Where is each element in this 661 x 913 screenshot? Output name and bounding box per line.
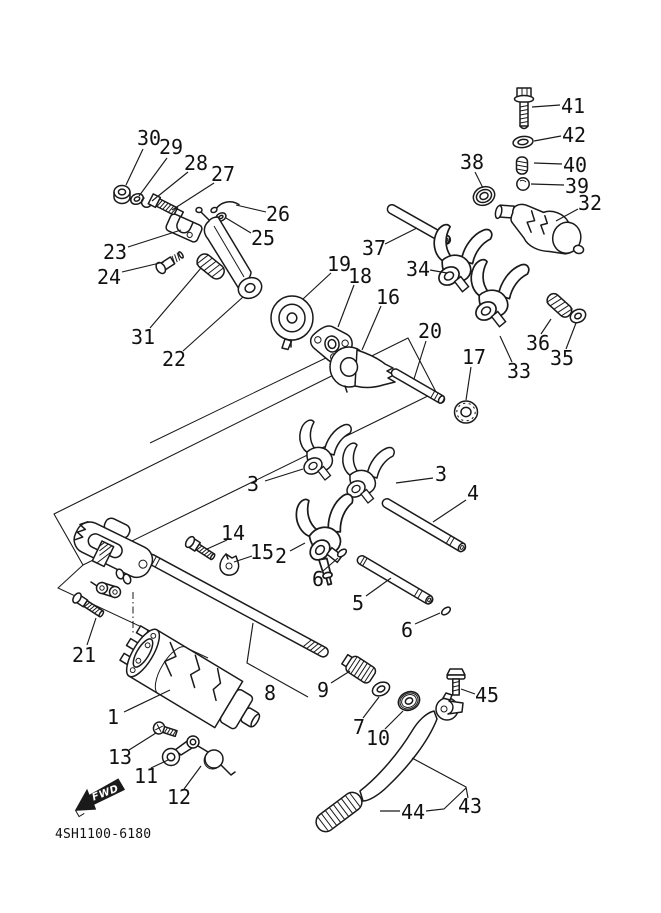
part-code: 4SH1100-6180 (55, 827, 152, 842)
callout-leader-5 (366, 578, 391, 596)
shift-fork-33-drawing (471, 260, 529, 327)
spring-36-drawing (545, 291, 575, 319)
callout-label-21: 21 (71, 643, 97, 667)
callout-leader-23 (128, 230, 181, 247)
bushing-10-drawing (395, 688, 423, 714)
ball-39-drawing (517, 178, 529, 190)
bolt-14-drawing (184, 535, 217, 562)
callout-label-10: 10 (365, 726, 391, 750)
keeper-15-drawing (220, 554, 239, 575)
callout-label-3: 3 (434, 462, 448, 486)
callout-label-16: 16 (375, 285, 401, 309)
callout-label-19: 19 (326, 252, 352, 276)
spring-12-drawing (198, 746, 235, 775)
callout-leader-37 (385, 228, 417, 244)
shift-fork-3b-drawing (343, 443, 394, 503)
callout-label-3: 3 (246, 472, 260, 496)
callout-leader-9 (331, 671, 350, 683)
callout-leader-39 (531, 184, 564, 185)
callout-leader-16 (362, 306, 381, 350)
callout-leader-38 (475, 172, 483, 188)
callout-leader-19 (303, 273, 331, 299)
washer-42-drawing (512, 135, 533, 149)
callout-label-41: 41 (560, 94, 586, 118)
callout-label-17: 17 (461, 345, 487, 369)
callout-leader-26 (236, 205, 266, 212)
callout-label-42: 42 (561, 123, 587, 147)
joint-23-drawing (165, 213, 203, 243)
callout-label-40: 40 (562, 153, 588, 177)
callout-label-25: 25 (250, 226, 276, 250)
callout-label-31: 31 (130, 325, 156, 349)
callout-label-5: 5 (351, 591, 365, 615)
callout-label-20: 20 (417, 319, 443, 343)
callout-label-4: 4 (466, 481, 480, 505)
callout-label-35: 35 (549, 346, 575, 370)
callout-label-22: 22 (161, 347, 187, 371)
nut-30-drawing (114, 186, 130, 204)
washer-7-drawing (370, 679, 392, 698)
callout-leader-3 (396, 478, 433, 483)
callout-label-32: 32 (577, 191, 603, 215)
callout-label-12: 12 (166, 785, 192, 809)
callout-leader-21 (87, 618, 96, 645)
callout-label-26: 26 (265, 202, 291, 226)
shift-cam-drawing (114, 621, 272, 745)
callout-label-34: 34 (405, 257, 431, 281)
callout-label-14: 14 (220, 521, 246, 545)
callout-label-6: 6 (400, 618, 414, 642)
callout-label-1: 1 (106, 705, 120, 729)
spring-40-drawing (517, 157, 528, 174)
callout-leader-43 (412, 758, 468, 798)
callout-label-18: 18 (347, 264, 373, 288)
callout-label-9: 9 (316, 678, 330, 702)
callout-label-37: 37 (361, 236, 387, 260)
pin-6b-drawing (440, 606, 451, 617)
callout-label-28: 28 (183, 151, 209, 175)
callout-leader-40 (534, 163, 562, 164)
callout-leader-28 (152, 172, 188, 201)
callout-leader-41 (532, 105, 560, 107)
bolt-41-drawing (515, 88, 534, 129)
shift-shaft-drawing (69, 507, 329, 659)
callout-leader-22 (183, 297, 243, 351)
callout-leader-25 (226, 218, 251, 233)
rod-5-drawing (356, 554, 435, 605)
stopper-lever-11-drawing (163, 736, 200, 766)
fwd-arrow-icon (70, 777, 127, 817)
callout-leader-7 (363, 697, 379, 718)
callout-leader-17 (466, 367, 471, 400)
callout-leader-45 (461, 689, 475, 694)
callout-leader-27 (172, 183, 214, 210)
callout-leader-6 (415, 613, 440, 624)
callout-label-13: 13 (107, 745, 133, 769)
callout-label-30: 30 (136, 126, 162, 150)
callout-leader-2 (290, 543, 305, 551)
bolt-24-drawing (154, 249, 185, 275)
callout-label-27: 27 (210, 162, 236, 186)
callout-leader-31 (150, 268, 201, 328)
bolt-21-drawing (71, 592, 105, 620)
bolt-45-drawing (447, 669, 465, 695)
fwd-arrow-label: FWD (90, 783, 121, 804)
callout-leader-29 (139, 158, 167, 196)
callout-label-33: 33 (506, 359, 532, 383)
callout-leader-4 (433, 500, 466, 522)
stopper-body-32-drawing (490, 199, 591, 259)
callout-label-36: 36 (525, 331, 551, 355)
callout-leader-13 (129, 733, 156, 750)
plate-19-drawing (271, 296, 313, 350)
callout-label-6: 6 (311, 567, 325, 591)
roller-17-drawing (455, 401, 478, 423)
callout-leader-18 (338, 285, 354, 327)
callout-leader-42 (534, 136, 561, 141)
callout-label-7: 7 (352, 715, 366, 739)
shift-fork-2-drawing (293, 488, 372, 588)
wire-26-drawing (210, 202, 239, 214)
callout-leader-1 (124, 690, 170, 712)
seal-38-drawing (470, 183, 498, 209)
callout-label-15: 15 (249, 540, 275, 564)
screw-13-drawing (152, 721, 178, 740)
callout-label-2: 2 (274, 544, 288, 568)
callout-label-38: 38 (459, 150, 485, 174)
callout-label-11: 11 (133, 764, 159, 788)
rubber-44-drawing (313, 789, 366, 835)
callout-label-45: 45 (474, 683, 500, 707)
callout-label-44: 44 (400, 800, 426, 824)
callout-leader-30 (126, 149, 143, 185)
callout-label-24: 24 (96, 265, 122, 289)
callout-label-39: 39 (564, 174, 590, 198)
callout-label-29: 29 (158, 135, 184, 159)
callout-label-8: 8 (263, 681, 277, 705)
callout-label-43: 43 (457, 794, 483, 818)
callout-label-23: 23 (102, 240, 128, 264)
boot-9-drawing (340, 652, 377, 685)
rod-4-drawing (381, 497, 467, 553)
